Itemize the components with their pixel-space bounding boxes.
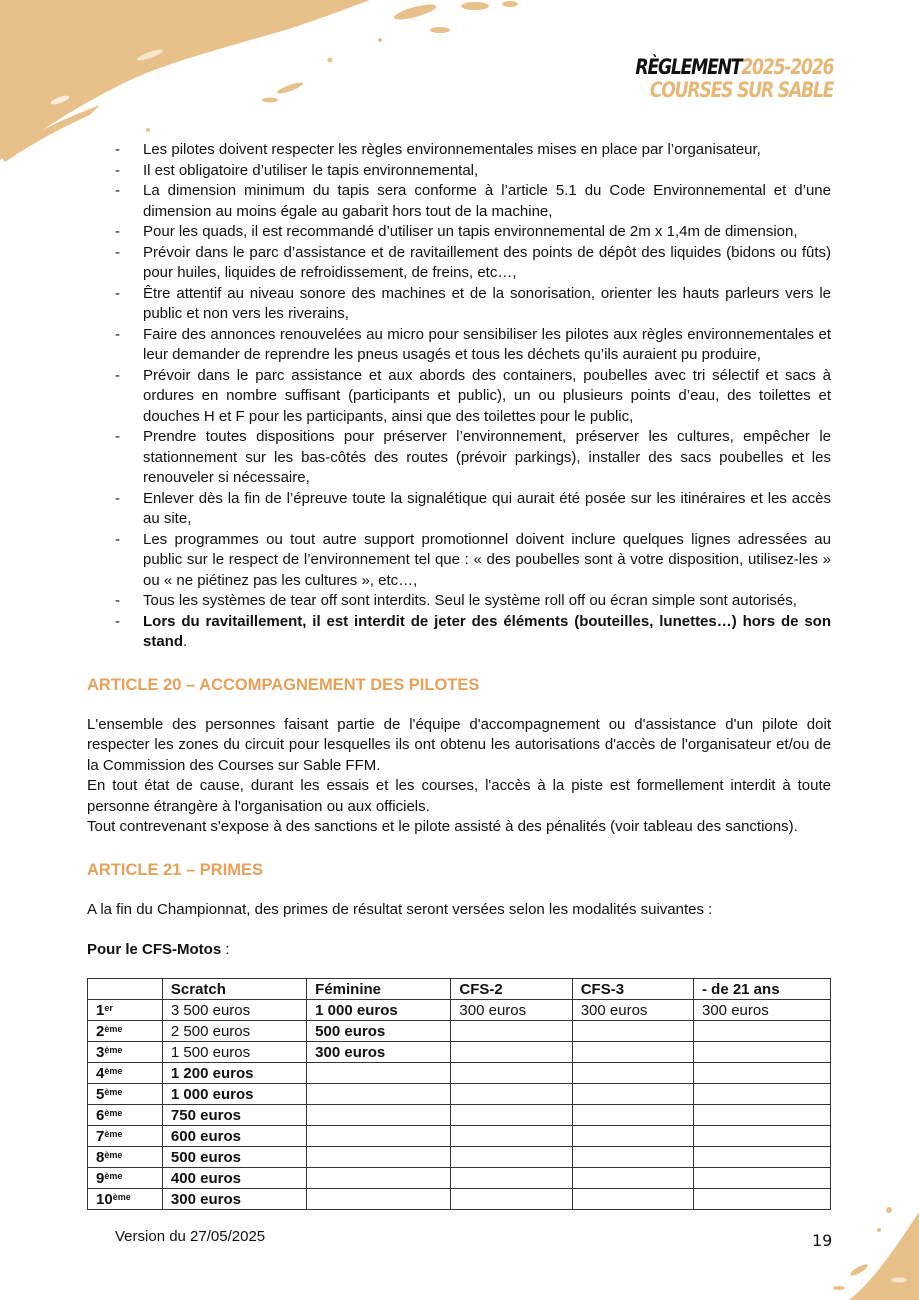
column-header: Scratch — [162, 979, 306, 1000]
list-item — [87, 530, 831, 592]
prize-cell-cfs3 — [572, 1168, 693, 1189]
list-item-text: Prévoir dans le parc assistance et aux abords des containers, poubelles avec tri sélectif et sacs à ordures en nombre suffisant (participants et public), un ou plusieurs points d’eau, des toilettes et douches H et F pour les participants, ainsi que des toilettes pour le public, — [143, 366, 831, 425]
list-item — [87, 222, 831, 243]
table-row — [88, 1168, 831, 1189]
article-20-title: ARTICLE 20 – ACCOMPAGNEMENT DES PILOTES — [87, 675, 480, 694]
prize-table — [87, 978, 831, 1210]
rank-cell — [88, 1084, 163, 1105]
header-title: RÈGLEMENT2025-2026 — [635, 55, 833, 79]
prize-cell-u21 — [694, 1063, 831, 1084]
prize-cell-scratch: 1 200 euros — [162, 1063, 306, 1084]
prize-cell-cfs3 — [572, 1147, 693, 1168]
list-item — [87, 325, 831, 366]
prize-cell-cfs3 — [572, 1021, 693, 1042]
list-dash: - — [115, 243, 120, 261]
rank-suffix: ème — [104, 1128, 123, 1139]
prize-cell-feminine — [307, 1189, 451, 1210]
prize-cell-u21 — [694, 1084, 831, 1105]
cfs-motos-label: Pour le CFS-Motos : — [87, 941, 230, 958]
prize-cell-cfs3 — [572, 1126, 693, 1147]
list-item-text: Tous les systèmes de tear off sont interdits. Seul le système roll off ou écran simple sont autorisés, — [143, 592, 797, 609]
rank-suffix: ème — [104, 1023, 123, 1034]
list-item — [87, 140, 831, 161]
prize-cell-cfs2 — [451, 1042, 572, 1063]
prize-cell-cfs2 — [451, 1189, 572, 1210]
rank-cell — [88, 1168, 163, 1189]
rank-suffix: ème — [104, 1086, 123, 1097]
list-dash: - — [115, 366, 120, 384]
rank-suffix: ème — [104, 1065, 123, 1076]
prize-cell-cfs3 — [572, 1105, 693, 1126]
rank-number: 2 — [96, 1022, 105, 1040]
footer-version: Version du 27/05/2025 — [115, 1228, 266, 1245]
header-subtitle: COURSES SUR SABLE — [649, 78, 833, 102]
list-item-text: Les programmes ou tout autre support promotionnel doivent inclure quelques lignes adressées au public sur le respect de l’environnement tel que : « des poubelles sont à votre disposition, utilisez-les » ou « ne piétinez pas les cultures », etc…, — [143, 530, 831, 589]
rank-number: 8 — [96, 1148, 105, 1166]
rank-number: 9 — [96, 1169, 105, 1187]
prize-cell-cfs3 — [572, 1189, 693, 1210]
prize-cell-u21 — [694, 1168, 831, 1189]
prize-cell-cfs2 — [451, 1168, 572, 1189]
column-header: Féminine — [307, 979, 451, 1000]
prize-cell-cfs2: 300 euros — [451, 1000, 572, 1021]
prize-cell-feminine — [307, 1168, 451, 1189]
article-20-paragraph-1: L'ensemble des personnes faisant partie de l'équipe d'accompagnement ou d'assistance d'un pilote doit respecter les zones du circuit pour lesquelles ils ont obtenu les autorisations d'accès de l'organisateur et/ou de la Commission des Courses sur Sable FFM. — [87, 715, 831, 774]
list-dash: - — [115, 428, 120, 445]
prize-cell-feminine — [307, 1126, 451, 1147]
list-item-text: Il est obligatoire d’utiliser le tapis environnemental, — [143, 161, 479, 179]
prize-cell-u21 — [694, 1105, 831, 1126]
rank-number: 10 — [96, 1190, 113, 1208]
list-item-text: Pour les quads, il est recommandé d’utiliser un tapis environnemental de 2m x 1,4m de dimension, — [143, 223, 798, 240]
list-item-text: Prévoir dans le parc d’assistance et de ravitaillement des points de dépôt des liquides (bidons ou fûts) pour huiles, liquides de refroidissement, de freins, etc…, — [143, 243, 831, 281]
list-dash: - — [115, 489, 120, 507]
prize-cell-cfs2 — [451, 1084, 572, 1105]
list-dash: - — [115, 223, 120, 240]
rank-suffix: ème — [104, 1107, 123, 1118]
prize-cell-cfs2 — [451, 1105, 572, 1126]
prize-cell-u21 — [694, 1126, 831, 1147]
rank-number: 7 — [96, 1127, 105, 1145]
list-item — [87, 366, 831, 428]
rank-cell — [88, 1063, 163, 1084]
prize-cell-cfs3 — [572, 1063, 693, 1084]
prize-cell-feminine — [307, 1063, 451, 1084]
list-dash: - — [115, 182, 120, 199]
list-dash: - — [115, 592, 120, 609]
list-dash: - — [115, 325, 120, 343]
rank-cell — [88, 1126, 163, 1147]
rank-cell — [88, 1147, 163, 1168]
prize-cell-scratch: 2 500 euros — [162, 1021, 306, 1042]
list-dash: - — [115, 612, 120, 630]
prize-cell-feminine — [307, 1084, 451, 1105]
list-dash: - — [115, 284, 120, 302]
prize-cell-cfs3 — [572, 1042, 693, 1063]
prize-cell-feminine — [307, 1147, 451, 1168]
table-row — [88, 1126, 831, 1147]
prize-cell-feminine — [307, 1105, 451, 1126]
rank-suffix: ème — [112, 1191, 131, 1202]
document-header — [592, 56, 833, 102]
prize-cell-u21 — [694, 1147, 831, 1168]
prize-cell-scratch: 500 euros — [162, 1147, 306, 1168]
page-content — [87, 140, 831, 961]
prize-cell-cfs2 — [451, 1063, 572, 1084]
list-item — [87, 161, 831, 182]
list-dash: - — [115, 141, 120, 158]
list-item-text: Prendre toutes dispositions pour préserver l’environnement, préserver les cultures, empêcher le stationnement sur les bas-côtés des routes (prévoir parkings), installer des sacs poubelles et les renouveler si nécessaire, — [143, 428, 831, 486]
table-row — [88, 1147, 831, 1168]
prize-cell-scratch: 750 euros — [162, 1105, 306, 1126]
list-item — [87, 243, 831, 284]
environment-rules-list — [87, 140, 831, 653]
table-row — [88, 1042, 831, 1063]
table-row — [88, 1063, 831, 1084]
article-20-paragraph-2: En tout état de cause, durant les essais et les courses, l'accès à la piste est formellement interdit à toute personne étrangère à l'organisation ou aux officiels. — [87, 777, 831, 815]
rank-number: 5 — [96, 1085, 105, 1103]
prize-cell-cfs2 — [451, 1126, 572, 1147]
rank-suffix: er — [104, 1002, 113, 1013]
rank-number: 1 — [96, 1001, 105, 1019]
prize-cell-cfs3 — [572, 1084, 693, 1105]
rank-number: 6 — [96, 1106, 105, 1124]
list-item-text-end: . — [183, 633, 188, 650]
list-item — [87, 591, 831, 612]
column-header — [88, 979, 163, 1000]
column-header: - de 21 ans — [694, 979, 831, 1000]
list-item — [87, 612, 831, 653]
table-row — [88, 1084, 831, 1105]
list-item-text: Les pilotes doivent respecter les règles environnementales mises en place par l’organisateur, — [143, 141, 761, 158]
rank-cell — [88, 1042, 163, 1063]
prize-cell-scratch: 1 500 euros — [162, 1042, 306, 1063]
prize-cell-cfs2 — [451, 1147, 572, 1168]
prize-cell-feminine: 1 000 euros — [307, 1000, 451, 1021]
prize-cell-u21 — [694, 1042, 831, 1063]
prize-cell-scratch: 3 500 euros — [162, 1000, 306, 1021]
prize-cell-scratch: 600 euros — [162, 1126, 306, 1147]
list-item — [87, 181, 831, 222]
prize-cell-scratch: 300 euros — [162, 1189, 306, 1210]
rank-number: 4 — [96, 1064, 105, 1082]
prize-cell-feminine: 300 euros — [307, 1042, 451, 1063]
prize-table-body — [88, 1000, 831, 1210]
list-dash: - — [115, 161, 120, 179]
rank-cell — [88, 1021, 163, 1042]
rank-cell — [88, 1189, 163, 1210]
page-number: 19 — [812, 1231, 833, 1250]
prize-cell-scratch: 1 000 euros — [162, 1084, 306, 1105]
prize-cell-cfs2 — [451, 1021, 572, 1042]
list-item-text-bold: Lors du ravitaillement, il est interdit de jeter des éléments (bouteilles, lunettes…) hors de son stand — [143, 612, 831, 650]
prize-cell-feminine: 500 euros — [307, 1021, 451, 1042]
prize-cell-u21: 300 euros — [694, 1000, 831, 1021]
column-header: CFS-2 — [451, 979, 572, 1000]
list-item — [87, 284, 831, 325]
list-item — [87, 427, 831, 489]
list-item-text: Être attentif au niveau sonore des machines et de la sonorisation, orienter les hauts parleurs vers le public et non vers les riverains, — [143, 284, 831, 322]
rank-suffix: ème — [104, 1170, 123, 1181]
rank-number: 3 — [96, 1043, 105, 1061]
list-item-text: Faire des annonces renouvelées au micro pour sensibiliser les pilotes aux règles environnementales et leur demander de reprendre les pneus usagés et tous les déchets qu’ils auraient pu produire, — [143, 325, 831, 363]
article-21-intro: A la fin du Championnat, des primes de résultat seront versées selon les modalités suivantes : — [87, 900, 713, 918]
rank-suffix: ème — [104, 1044, 123, 1055]
table-row — [88, 1189, 831, 1210]
rank-suffix: ème — [104, 1149, 123, 1160]
article-21-title: ARTICLE 21 – PRIMES — [87, 860, 264, 879]
table-row — [88, 1105, 831, 1126]
table-row — [88, 1000, 831, 1021]
list-dash: - — [115, 530, 120, 548]
article-20-paragraph-3: Tout contrevenant s'expose à des sanctions et le pilote assisté à des pénalités (voir tableau des sanctions). — [87, 818, 798, 835]
list-item-text: La dimension minimum du tapis sera conforme à l’article 5.1 du Code Environnemental et d’une dimension au moins égale au gabarit hors tout de la machine, — [143, 182, 831, 220]
rank-cell — [88, 1105, 163, 1126]
list-item — [87, 489, 831, 530]
prize-cell-u21 — [694, 1189, 831, 1210]
prize-table-header — [88, 979, 831, 1000]
rank-cell — [88, 1000, 163, 1021]
prize-cell-scratch: 400 euros — [162, 1168, 306, 1189]
list-item-text: Enlever dès la fin de l’épreuve toute la signalétique qui aurait été posée sur les itinéraires et les accès au site, — [143, 489, 831, 527]
corner-paint-decoration-bottom — [739, 1200, 919, 1300]
prize-cell-cfs3: 300 euros — [572, 1000, 693, 1021]
column-header: CFS-3 — [572, 979, 693, 1000]
prize-cell-u21 — [694, 1021, 831, 1042]
table-row — [88, 1021, 831, 1042]
